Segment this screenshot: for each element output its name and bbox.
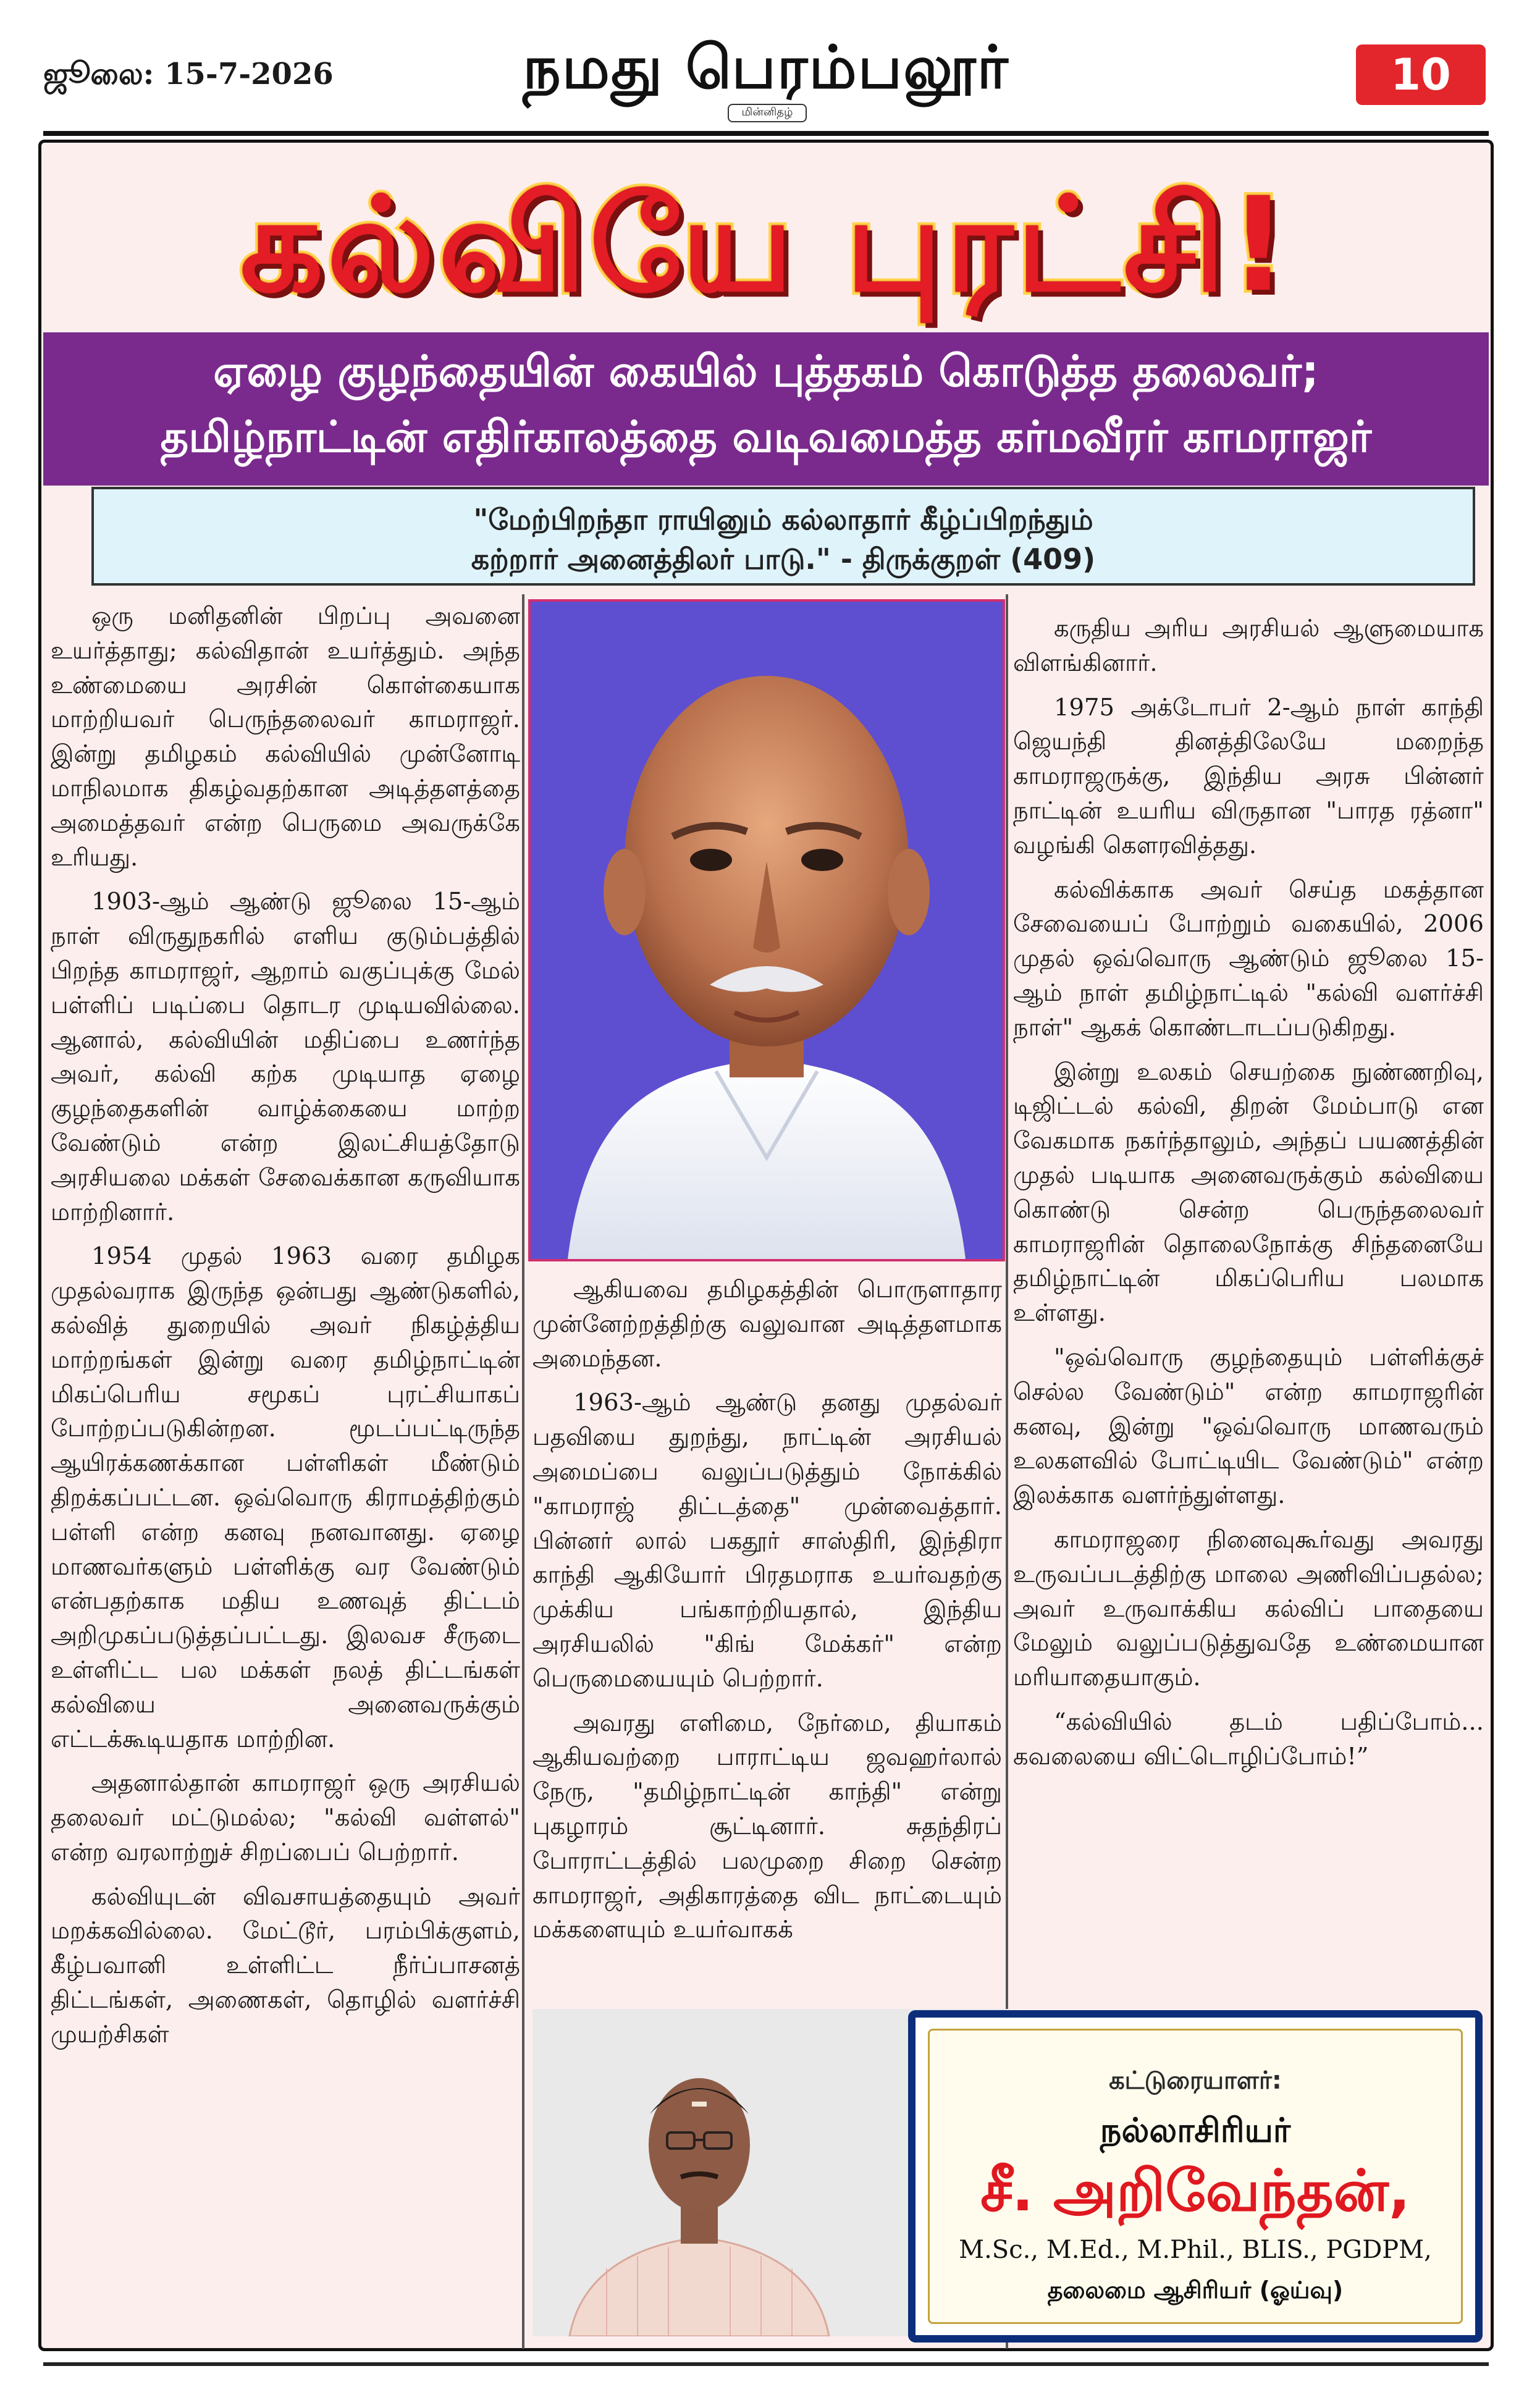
paragraph: ஒரு மனிதனின் பிறப்பு அவனை உயர்த்தாது; கல்விதான் உயர்த்தும். அந்த உண்மையை அரசின் கொள்கையாக மாற்றியவர் பெருந்தலைவர் காமராஜர். இன்று தமிழகம் கல்வியில் முன்னோடி மாநிலமாக திகழ்வதற்கான அடித்தளத்தை அமைத்தவர் என்ற பெருமை அவருக்கே உரியது. xyxy=(51,602,520,872)
paragraph: 1975 அக்டோபர் 2-ஆம் நாள் காந்தி ஜெயந்தி தினத்திலேயே மறைந்த காமராஜருக்கு, இந்திய அரசு பின்னர் நாட்டின் உயரிய விருதான "பாரத ரத்னா" வழங்கி கௌரவித்தது. xyxy=(1013,693,1484,859)
thirukkural-quote-box xyxy=(91,487,1475,586)
author-credit-inner xyxy=(928,2029,1463,2324)
article-column-right xyxy=(1013,612,1484,1784)
paragraph: இன்று உலகம் செயற்கை நுண்ணறிவு, டிஜிட்டல் கல்வி, திறன் மேம்பாடு என வேகமாக நகர்ந்தாலும், அந்தப் பயணத்தின் முதல் படியாக அனைவருக்கும் கல்வியை கொண்டு சென்ற பெருந்தலைவர் காமராஜரின் தொலைநோக்கு சிந்தனையே தமிழ்நாட்டின் மிகப்பெரிய பலமாக உள்ளது. xyxy=(1013,1058,1484,1328)
author-degrees: M.Sc., M.Ed., M.Phil., BLIS., PGDPM, xyxy=(959,2236,1432,2264)
paragraph: 1903-ஆம் ஆண்டு ஜூலை 15-ஆம் நாள் விருதுநகரில் எளிய குடும்பத்தில் பிறந்த காமராஜர், ஆறாம் வகுப்புக்கு மேல் பள்ளிப் படிப்பை தொடர முடியவில்லை. ஆனால், கல்வியின் மதிப்பை உணர்ந்த அவர், கல்வி கற்க முடியாத ஏழை குழந்தைகளின் வாழ்க்கையை மாற்ற வேண்டும் என்ற இலட்சியத்தோடு அரசியலை மக்கள் சேவைக்கான கருவியாக மாற்றினார். xyxy=(51,888,520,1226)
paragraph: 1954 முதல் 1963 வரை தமிழக முதல்வராக இருந்த ஒன்பது ஆண்டுகளில், கல்வித் துறையில் அவர் நிகழ்த்திய மாற்றங்கள் இன்று வரை தமிழ்நாட்டின் மிகப்பெரிய சமூகப் புரட்சியாகப் போற்றப்படுகின்றன. மூடப்பட்டிருந்த ஆயிரக்கணக்கான பள்ளிகள் மீண்டும் திறக்கப்பட்டன. ஒவ்வொரு கிராமத்திற்கும் பள்ளி என்ற கனவு நனவானது. ஏழை மாணவர்களும் பள்ளிக்கு வர வேண்டும் என்பதற்காக மதிய உணவுத் திட்டம் அறிமுகப்படுத்தப்பட்டது. இலவச சீருடை உள்ளிட்ட பல மக்கள் நலத் திட்டங்கள் கல்வியை அனைவருக்கும் எட்டக்கூடியதாக மாற்றின. xyxy=(51,1242,520,1753)
paragraph: ஆகியவை தமிழகத்தின் பொருளாதார முன்னேற்றத்திற்கு வலுவான அடித்தளமாக அமைந்தன. xyxy=(532,1276,1002,1373)
portrait-illustration xyxy=(531,602,1003,1259)
article-column-left xyxy=(51,599,520,2062)
paragraph: “கல்வியில் தடம் பதிப்போம்... கவலையை விட்டொழிப்போம்!” xyxy=(1013,1707,1484,1770)
author-by-label: கட்டுரையாளர்: xyxy=(1109,2066,1282,2095)
page-bottom-rule xyxy=(43,2362,1489,2366)
paragraph: கருதிய அரிய அரசியல் ஆளுமையாக விளங்கினார். xyxy=(1013,615,1484,677)
article-column-middle xyxy=(532,1273,1002,1957)
author-credit-box xyxy=(908,2010,1483,2343)
paragraph: 1963-ஆம் ஆண்டு தனது முதல்வர் பதவியை துறந்து, நாட்டின் அரசியல் அமைப்பை வலுப்படுத்தும் நோக்கில் "காமராஜ் திட்டத்தை" முன்வைத்தார். பின்னர் லால் பகதூர் சாஸ்திரி, இந்திரா காந்தி ஆகியோர் பிரதமராக உயர்வதற்கு முக்கிய பங்காற்றியதால், இந்திய அரசியலில் "கிங் மேக்கர்" என்ற பெருமையையும் பெற்றார். xyxy=(532,1389,1002,1693)
masthead-rule xyxy=(43,131,1489,136)
newspaper-title: நமது பெரம்பலூர் xyxy=(523,32,1009,102)
quote-line-1: "மேற்பிறந்தா ராயினும் கல்லாதார் கீழ்ப்பிறந்தும் xyxy=(473,503,1093,536)
page-number-badge: 10 xyxy=(1356,44,1486,105)
issue-date: ஜூலை: 15-7-2026 xyxy=(43,57,334,91)
paragraph: காமராஜரை நினைவுகூர்வது அவரது உருவப்படத்திற்கு மாலை அணிவிப்பதல்ல; அவர் உருவாக்கிய கல்விப் பாதையை மேலும் வலுப்படுத்துவதே உண்மையான மரியாதையாகும். xyxy=(1013,1525,1484,1692)
author-role: நல்லாசிரியர் xyxy=(1100,2111,1291,2150)
subheadline-line-2: தமிழ்நாட்டின் எதிர்காலத்தை வடிவமைத்த கர்மவீரர் காமராஜர் xyxy=(160,411,1372,462)
paragraph: அவரது எளிமை, நேர்மை, தியாகம் ஆகியவற்றை பாராட்டிய ஜவஹர்லால் நேரு, "தமிழ்நாட்டின் காந்தி" என்று புகழாரம் சூட்டினார். சுதந்திரப் போராட்டத்தில் பலமுறை சிறை சென்ற காமராஜர், அதிகாரத்தை விட நாட்டையும் மக்களையும் உயர்வாகக் xyxy=(532,1709,1002,1944)
author-name: சீ. அறிவேந்தன், xyxy=(980,2158,1410,2224)
paragraph: அதனால்தான் காமராஜர் ஒரு அரசியல் தலைவர் மட்டுமல்ல; "கல்வி வள்ளல்" என்ற வரலாற்றுச் சிறப்பைப் பெற்றார். xyxy=(51,1769,520,1866)
paragraph: "ஒவ்வொரு குழந்தையும் பள்ளிக்குச் செல்ல வேண்டும்" என்ற காமராஜரின் கனவு, இன்று "ஒவ்வொரு மாணவரும் உலகளவில் போட்டியிட வேண்டும்" என்ற இலக்காக வளர்ந்துள்ளது. xyxy=(1013,1343,1484,1510)
newspaper-subtitle: மின்னிதழ் xyxy=(728,104,807,122)
subheadline-line-1: ஏழை குழந்தையின் கையில் புத்தகம் கொடுத்த தலைவர்; xyxy=(213,346,1319,397)
subheadline-band xyxy=(43,332,1489,486)
paragraph: கல்விக்காக அவர் செய்த மகத்தான சேவையைப் போற்றும் வகையில், 2006 முதல் ஒவ்வொரு ஆண்டும் ஜூலை 15-ஆம் நாள் தமிழ்நாட்டில் "கல்வி வளர்ச்சி நாள்" ஆகக் கொண்டாடப்படுகிறது. xyxy=(1013,875,1484,1042)
paragraph: கல்வியுடன் விவசாயத்தையும் அவர் மறக்கவில்லை. மேட்டூர், பரம்பிக்குளம், கீழ்பவானி உள்ளிட்ட நீர்ப்பாசனத் திட்டங்கள், அணைகள், தொழில் வளர்ச்சி முயற்சிகள் xyxy=(51,1882,520,2048)
headline: கல்வியே புரட்சி! xyxy=(240,169,1292,321)
author-post: தலைமை ஆசிரியர் (ஓய்வு) xyxy=(1047,2276,1344,2304)
column-divider xyxy=(522,594,524,2349)
kamarajar-portrait xyxy=(528,599,1005,1261)
quote-line-2: கற்றார் அனைத்திலர் பாடு." - திருக்குறள் (409) xyxy=(471,542,1096,576)
